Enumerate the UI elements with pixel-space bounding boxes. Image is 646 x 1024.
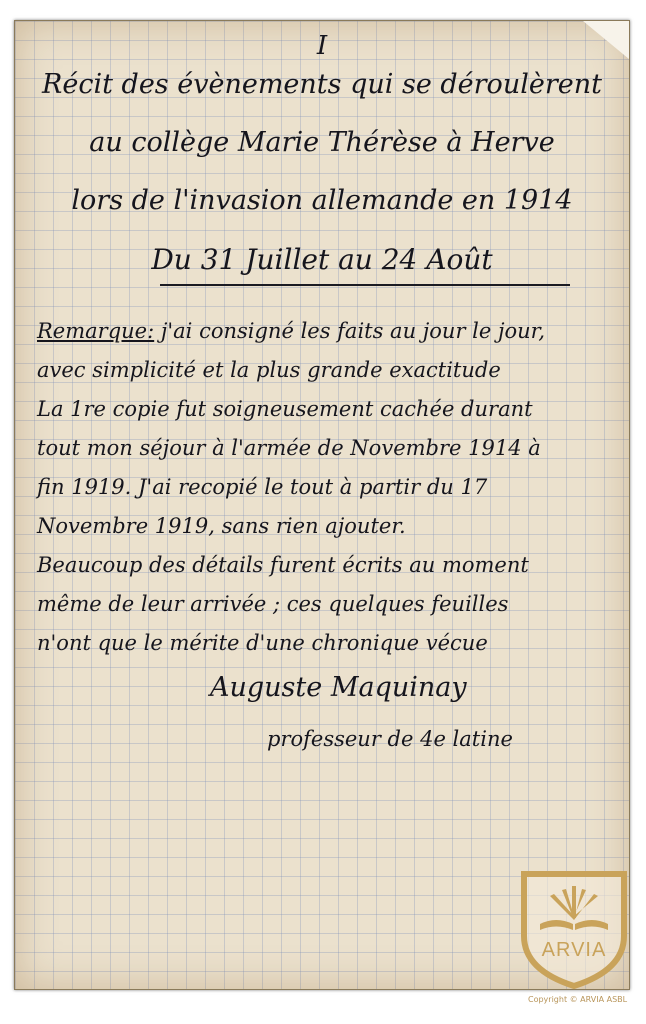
signature-role: professeur de 4e latine bbox=[267, 727, 513, 751]
title-line-1: Récit des évènements qui se déroulèrent bbox=[42, 69, 602, 100]
remark-line-1 bbox=[37, 319, 545, 343]
body-line: Beaucoup des détails furent écrits au moment bbox=[37, 553, 529, 577]
date-range-subtitle: Du 31 Juillet au 24 Août bbox=[151, 243, 493, 276]
body-line: tout mon séjour à l'armée de Novembre 1914 à bbox=[37, 436, 541, 460]
title-line-2: au collège Marie Thérèse à Herve bbox=[89, 127, 555, 158]
arvia-logo bbox=[516, 866, 632, 990]
body-line: n'ont que le mérite d'une chronique vécue bbox=[37, 631, 488, 655]
body-line: La 1re copie fut soigneusement cachée durant bbox=[37, 397, 533, 421]
body-line: j'ai consigné les faits au jour le jour, bbox=[160, 319, 546, 343]
body-line: Novembre 1919, sans rien ajouter. bbox=[37, 514, 406, 538]
logo-text: ARVIA bbox=[541, 939, 607, 961]
body-line: fin 1919. J'ai recopié le tout à partir du 17 bbox=[37, 475, 488, 499]
title-line-3: lors de l'invasion allemande en 1914 bbox=[71, 185, 573, 216]
signature: Auguste Maquinay bbox=[210, 672, 467, 703]
copyright-notice: Copyright © ARVIA ASBL bbox=[528, 995, 628, 1004]
remark-label: Remarque: bbox=[37, 319, 155, 343]
chapter-numeral: I bbox=[316, 31, 328, 61]
body-line: même de leur arrivée ; ces quelques feuilles bbox=[37, 592, 509, 616]
title-rule bbox=[160, 284, 570, 286]
notebook-page bbox=[14, 20, 630, 990]
body-line: avec simplicité et la plus grande exactitude bbox=[37, 358, 501, 382]
